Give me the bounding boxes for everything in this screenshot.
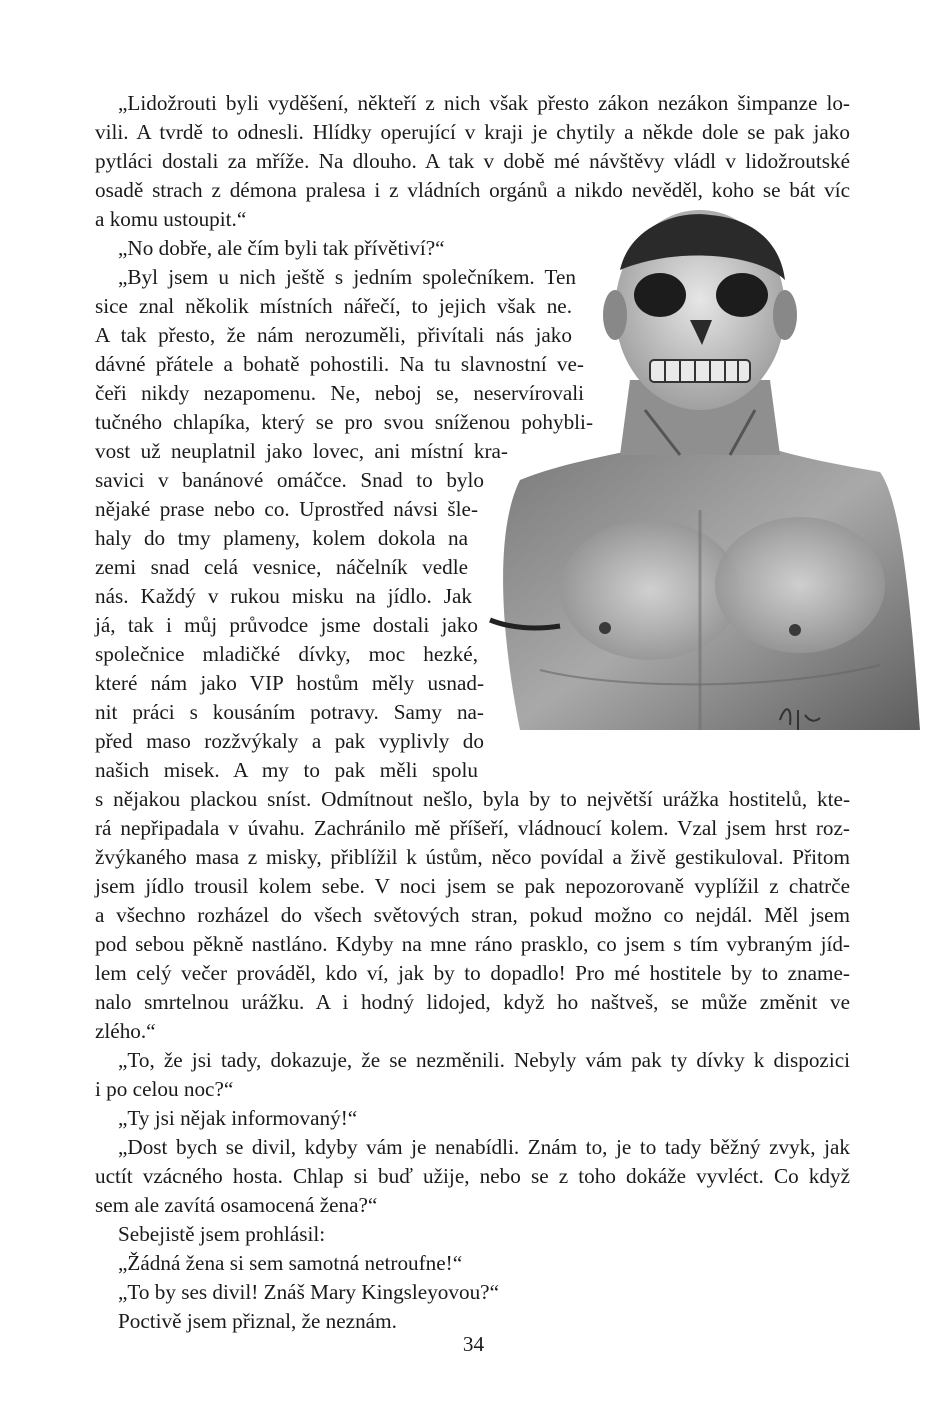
text-line: já, tak i můj průvodce jsme dostali jako (95, 613, 478, 637)
text-line: i po celou noc?“ (95, 1077, 234, 1101)
text-line: které nám jako VIP hostům měly usnad- (95, 671, 484, 695)
text-line: A tak přesto, že nám nerozuměli, přivítali nás jako (95, 323, 572, 347)
text-line: pod sebou pěkně nastláno. Kdyby na mne ráno prasklo, co jsem s tím vybraným jíd- (95, 932, 850, 956)
text-line: lem celý večer prováděl, kdo ví, jak by to dopadlo! Pro mé hostitele by to zname- (95, 961, 850, 985)
text-line: našich misek. A my to pak měli spolu (95, 758, 478, 782)
text-line: „To, že jsi tady, dokazuje, že se nezměnili. Nebyly vám pak ty dívky k dispozici (118, 1048, 850, 1072)
text-line: rá nepřipadala v úvahu. Zachránilo mě příšeří, vládnoucí kolem. Vzal jsem hrst roz- (95, 816, 850, 840)
text-line: nalo smrtelnou urážku. A i hodný lidojed, když ho naštveš, se může změnit ve (95, 990, 850, 1014)
text-line: „Žádná žena si sem samotná netroufne!“ (118, 1251, 463, 1275)
text-line: osadě strach z démona pralesa i z vládních orgánů a nikdo nevěděl, koho se bát víc (95, 178, 850, 202)
text-line: zlého.“ (95, 1019, 156, 1043)
text-line: sem ale zavítá osamocená žena?“ (95, 1193, 378, 1217)
text-line: Poctivě jsem přiznal, že neznám. (118, 1309, 397, 1333)
text-line: nás. Každý v rukou misku na jídlo. Jak (95, 584, 472, 608)
text-line: savici v banánové omáčce. Snad to bylo (95, 468, 484, 492)
text-line: před maso rozžvýkaly a pak vyplivly do (95, 729, 484, 753)
text-line: uctít vzácného hosta. Chlap si buď užije, nebo se z toho dokáže vyvléct. Co když (95, 1164, 850, 1188)
text-line: s nějakou plackou sníst. Odmítnout nešlo, byla by to největší urážka hostitelů, kte- (95, 787, 850, 811)
text-line: zemi snad celá vesnice, náčelník vedle (95, 555, 468, 579)
text-line: nit práci s kousáním potravy. Samy na- (95, 700, 484, 724)
text-line: tučného chlapíka, který se pro svou sníženou pohybli- (95, 410, 593, 434)
text-line: „Dost bych se divil, kdyby vám je nenabídli. Znám to, je to tady běžný zvyk, jak (118, 1135, 850, 1159)
text-line: a komu ustoupit.“ (95, 207, 247, 231)
text-line: sice znal několik místních nářečí, to jejich však ne. (95, 294, 572, 318)
text-line: „To by ses divil! Znáš Mary Kingsleyovou?“ (118, 1280, 499, 1304)
page-number: 34 (462, 1332, 485, 1356)
text-line: jsem jídlo trousil kolem sebe. V noci jsem se pak nepozorovaně vyplížil z chatrče (95, 874, 850, 898)
text-line: a všechno rozházel do všech světových stran, pokud možno co nejdál. Měl jsem (95, 903, 850, 927)
text-line: „Lidožrouti byli vyděšení, někteří z nich však přesto zákon nezákon šimpanze lo- (118, 91, 850, 115)
text-line: dávné přátele a bohatě pohostili. Na tu slavnostní ve- (95, 352, 584, 376)
text-line: vost už neuplatnil jako lovec, ani místní kra- (95, 439, 508, 463)
text-line: pytláci dostali za mříže. Na dlouho. A tak v době mé návštěvy vládl v lidožroutské (95, 149, 850, 173)
text-line: „Byl jsem u nich ještě s jedním společníkem. Ten (118, 265, 576, 289)
text-line: „Ty jsi nějak informovaný!“ (118, 1106, 358, 1130)
text-line: „No dobře, ale čím byli tak přívětiví?“ (118, 236, 445, 260)
text-line: Sebejistě jsem prohlásil: (118, 1222, 326, 1246)
text-line: vili. A tvrdě to odnesli. Hlídky operující v kraji je chytily a někde dole se pak jako (95, 120, 850, 144)
text-line: haly do tmy plameny, kolem dokola na (95, 526, 468, 550)
text-line: čeři nikdy nezapomenu. Ne, neboj se, neservírovali (95, 381, 584, 405)
text-line: žvýkaného masa z misky, přiblížil k ústům, něco povídal a živě gestikuloval. Přitom (95, 845, 850, 869)
text-line: nějaké prase nebo co. Uprostřed návsi šle- (95, 497, 478, 521)
text-line: společnice mladičké dívky, moc hezké, (95, 642, 478, 666)
